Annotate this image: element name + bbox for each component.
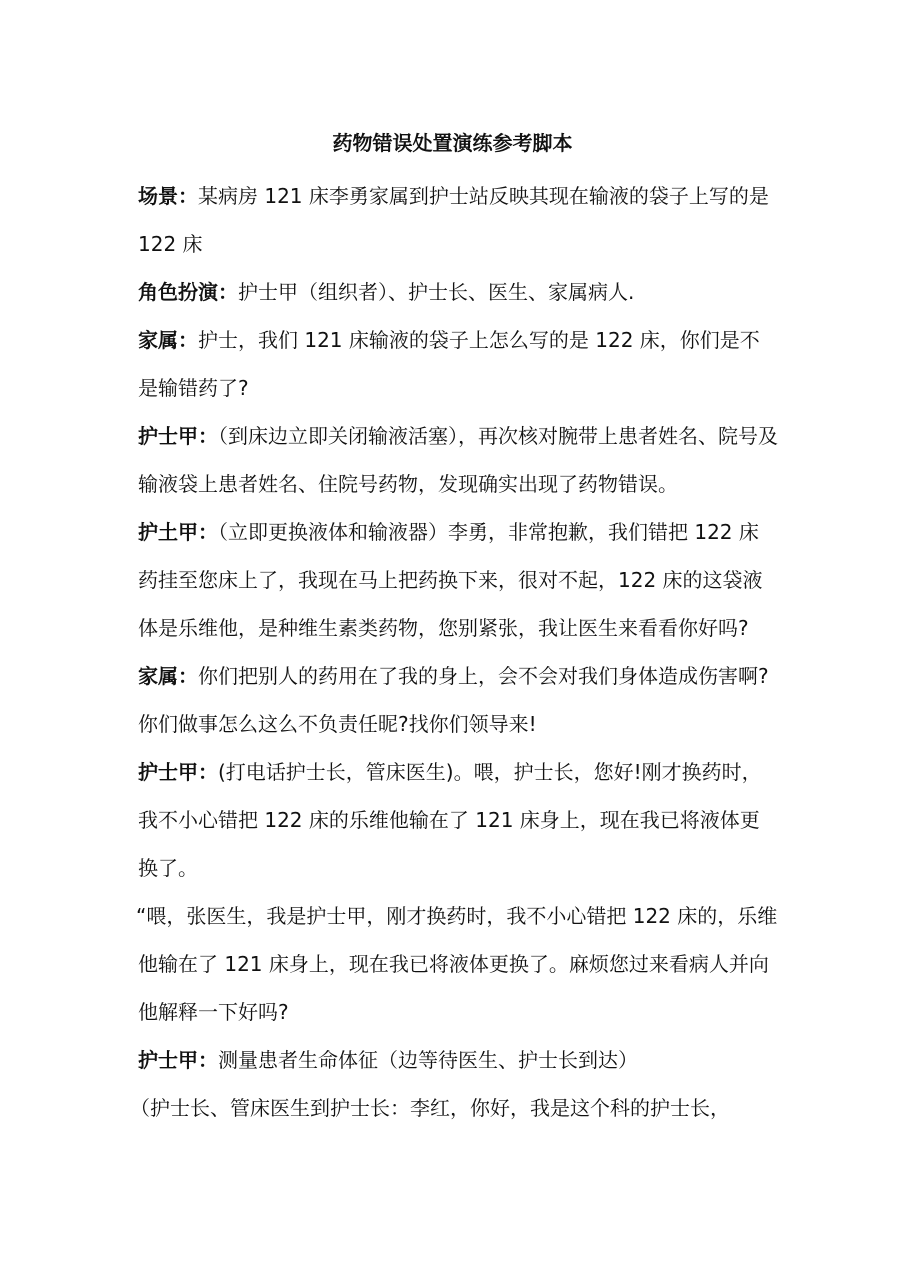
paragraph-text: 你们把别人的药用在了我的身上，会不会对我们身体造成伤害啊?你们做事怎么这么不负责任昵?找你们领导来! [138, 664, 769, 736]
paragraph-text: (打电话护士长，管床医生)。喂，护士长，您好!刚才换药时，我不小心错把 122 床的乐维他输在了 121 床身上，现在我已将液体更换了。 [138, 760, 762, 880]
speaker-label: 角色扮演： [138, 280, 238, 304]
paragraph-text: 护士，我们 121 床输液的袋子上怎么写的是 122 床，你们是不是输错药了? [138, 328, 760, 400]
paragraph-nurse-1 [138, 412, 778, 508]
speaker-label: 家属： [138, 664, 198, 688]
paragraph-text: （立即更换液体和输液器）李勇，非常抱歉，我们错把 122 床药挂至您床上了，我现在马上把药换下来，很对不起，122 床的这袋液体是乐维他，是种维生素类药物，您别紧张，我让医生来看看你好吗? [138, 520, 763, 640]
paragraph-nurse-4 [138, 1036, 778, 1084]
paragraph-nurse-2 [138, 508, 778, 652]
paragraph-family-2 [138, 652, 778, 748]
paragraph-scene [138, 172, 778, 268]
speaker-label: 护士甲： [138, 760, 218, 784]
paragraph-text: （到床边立即关闭输液活塞），再次核对腕带上患者姓名、院号及输液袋上患者姓名、住院号药物，发现确实出现了药物错误。 [138, 424, 778, 496]
paragraph-text: 护士甲（组织者）、护士长、医生、家属病人. [238, 280, 635, 304]
speaker-label: 场景： [138, 184, 198, 208]
paragraph-roles [138, 268, 778, 316]
paragraph-family-1 [138, 316, 778, 412]
document-body [130, 172, 778, 1132]
paragraph-nurse-3 [138, 748, 778, 892]
speaker-label: 家属： [138, 328, 198, 352]
paragraph-head-nurse [130, 1084, 778, 1132]
paragraph-text: 测量患者生命体征（边等待医生、护士长到达） [218, 1048, 638, 1072]
paragraph-text: 某病房 121 床李勇家属到护士站反映其现在输液的袋子上写的是 122 床 [138, 184, 769, 256]
document-title: 药物错误处置演练参考脚本 [332, 131, 573, 155]
paragraph-text: “喂，张医生，我是护士甲，刚才换药时，我不小心错把 122 床的，乐维他输在了 121 床身上，现在我已将液体更换了。麻烦您过来看病人并向他解释一下好吗? [136, 904, 778, 1024]
paragraph-call-doctor [138, 892, 778, 1036]
speaker-label: 护士甲： [138, 424, 218, 448]
speaker-label: 护土甲： [138, 520, 218, 544]
paragraph-text: （护士长、管床医生到护士长：李红，你好，我是这个科的护士长， [130, 1096, 730, 1120]
speaker-label: 护士甲： [138, 1048, 218, 1072]
